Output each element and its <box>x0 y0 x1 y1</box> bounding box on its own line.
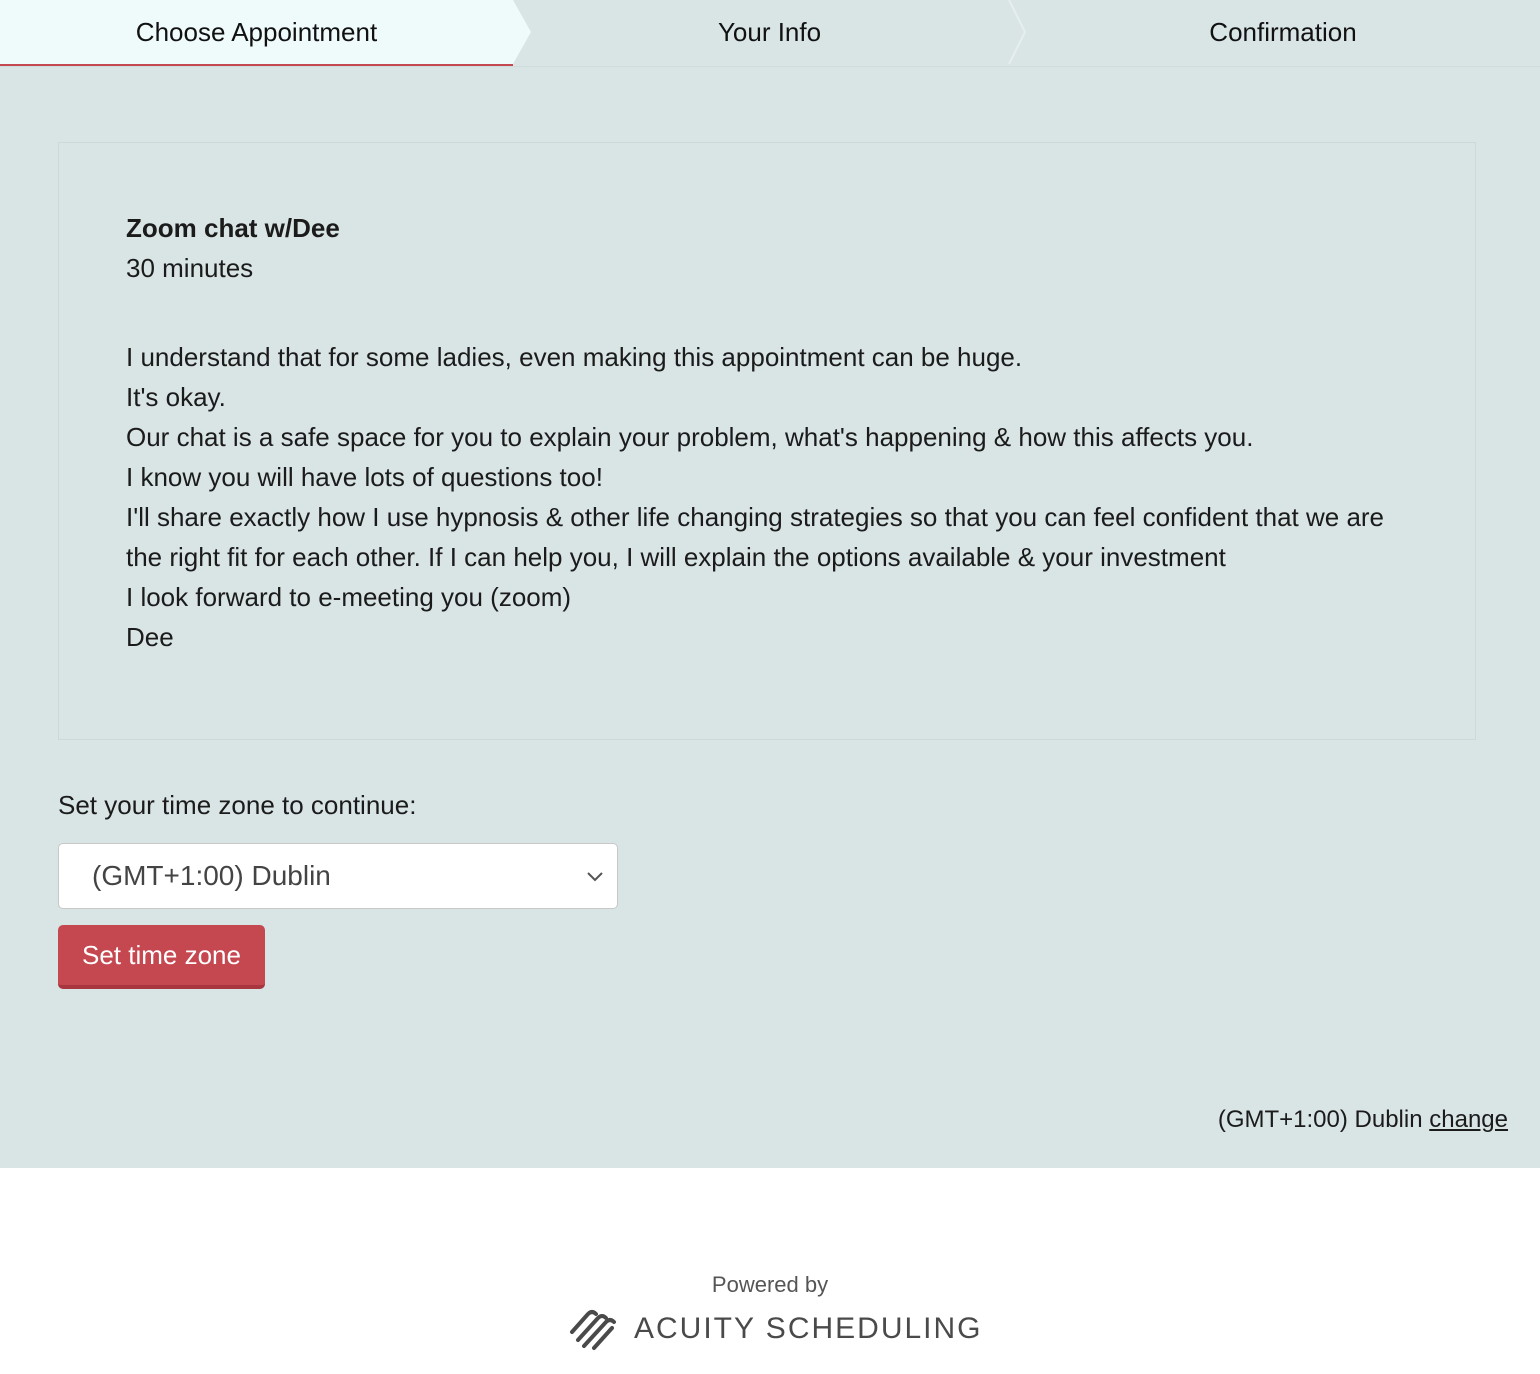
description-line: Our chat is a safe space for you to explain your problem, what's happening & how this affects you. <box>126 422 1254 452</box>
chevron-down-icon <box>583 864 607 888</box>
step-label: Your Info <box>717 16 822 47</box>
appointment-description <box>126 337 1426 657</box>
change-timezone-link[interactable]: change <box>1429 1106 1508 1133</box>
step-separator-icon <box>1007 0 1027 64</box>
description-line: I'll share exactly how I use hypnosis & other life changing strategies so that you can feel confident that we are <box>126 502 1385 532</box>
appointment-title: Zoom chat w/Dee <box>126 213 340 243</box>
description-line: I know you will have lots of questions too! <box>126 462 603 492</box>
appointment-card <box>58 142 1476 740</box>
step-choose-appointment[interactable] <box>0 0 513 66</box>
set-timezone-button[interactable]: Set time zone <box>58 925 265 989</box>
timezone-label: Set your time zone to continue: <box>58 790 417 820</box>
progress-steps <box>0 0 1540 67</box>
description-line: I look forward to e-meeting you (zoom) <box>126 582 572 612</box>
current-timezone-value: (GMT+1:00) Dublin <box>1217 1106 1423 1133</box>
step-confirmation[interactable] <box>1026 0 1540 64</box>
description-line: the right fit for each other. If I can help you, I will explain the options available & your investment <box>126 542 1226 572</box>
appointment-duration: 30 minutes <box>126 253 254 283</box>
current-timezone <box>1218 1106 1508 1134</box>
brand-name: ACUITY SCHEDULING <box>634 1312 983 1345</box>
description-line: Dee <box>126 622 174 652</box>
description-line: It's okay. <box>126 382 226 412</box>
timezone-select[interactable] <box>58 843 618 909</box>
timezone-selected-value: (GMT+1:00) Dublin <box>92 860 331 891</box>
acuity-brand[interactable] <box>568 1306 983 1352</box>
acuity-logo-icon <box>568 1306 620 1352</box>
step-label: Choose Appointment <box>135 16 378 47</box>
powered-by-label: Powered by <box>711 1272 829 1297</box>
step-label: Confirmation <box>1209 16 1357 47</box>
description-line: I understand that for some ladies, even making this appointment can be huge. <box>126 342 1023 372</box>
step-your-info[interactable] <box>513 0 1026 64</box>
